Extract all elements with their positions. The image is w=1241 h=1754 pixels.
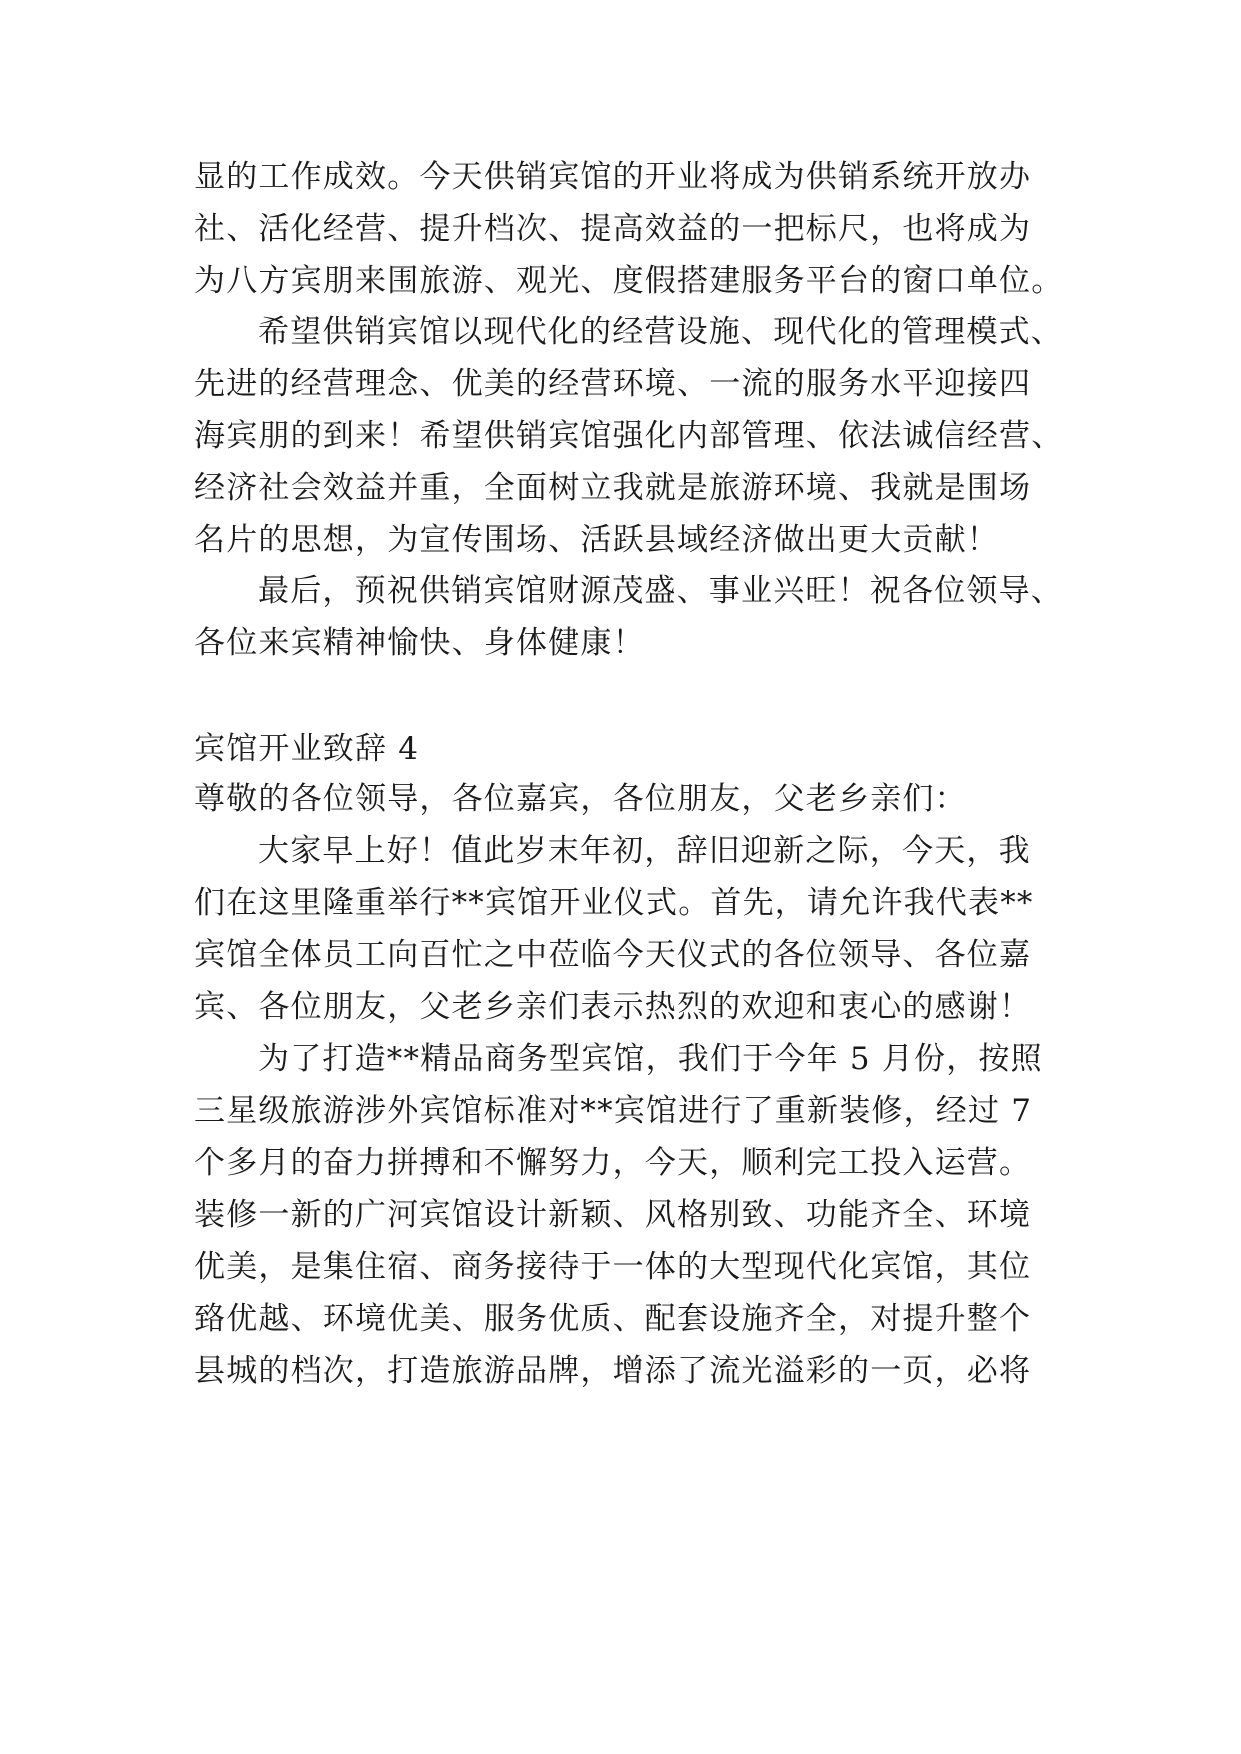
paragraph-line: 个多月的奋力拼搏和不懈努力，今天，顺利完工投入运营。	[194, 1145, 1032, 1181]
paragraph-line: 最后，预祝供销宾馆财源茂盛、事业兴旺！祝各位领导、	[258, 573, 1063, 609]
paragraph-line: 装修一新的广河宾馆设计新颖、风格别致、功能齐全、环境	[194, 1197, 1032, 1233]
paragraph-line: 县城的档次，打造旅游品牌，增添了流光溢彩的一页，必将	[194, 1353, 1032, 1389]
paragraph-line: 显的工作成效。今天供销宾馆的开业将成为供销系统开放办	[194, 159, 1032, 195]
paragraph-line: 海宾朋的到来！希望供销宾馆强化内部管理、依法诚信经营、	[194, 418, 1064, 454]
paragraph-line: 为了打造**精品商务型宾馆，我们于今年 5 月份，按照	[258, 1041, 1043, 1077]
salutation: 尊敬的各位领导，各位嘉宾，各位朋友，父老乡亲们：	[194, 781, 967, 817]
paragraph-line: 三星级旅游涉外宾馆标准对**宾馆进行了重新装修，经过 7	[194, 1093, 1033, 1129]
paragraph-line: 希望供销宾馆以现代化的经营设施、现代化的管理模式、	[258, 314, 1063, 350]
paragraph-line: 各位来宾精神愉快、身体健康！	[194, 625, 645, 661]
paragraph-line: 经济社会效益并重，全面树立我就是旅游环境、我就是围场	[194, 470, 1032, 506]
paragraph-line: 们在这里隆重举行**宾馆开业仪式。首先，请允许我代表**	[194, 885, 1034, 921]
paragraph-line: 为八方宾朋来围旅游、观光、度假搭建服务平台的窗口单位。	[194, 263, 1064, 299]
paragraph-line: 大家早上好！值此岁末年初，辞旧迎新之际，今天，我	[258, 833, 1031, 869]
paragraph-line: 社、活化经营、提升档次、提高效益的一把标尺，也将成为	[194, 211, 1032, 247]
paragraph-line: 先进的经营理念、优美的经营环境、一流的服务水平迎接四	[194, 366, 1032, 402]
paragraph-line: 名片的思想，为宣传围场、活跃县域经济做出更大贡献！	[194, 522, 999, 558]
paragraph-line: 臵优越、环境优美、服务优质、配套设施齐全，对提升整个	[194, 1301, 1032, 1337]
paragraph-line: 宾馆全体员工向百忙之中莅临今天仪式的各位领导、各位嘉	[194, 937, 1032, 973]
section-title: 宾馆开业致辞 4	[194, 731, 420, 767]
paragraph-line: 优美，是集住宿、商务接待于一体的大型现代化宾馆，其位	[194, 1249, 1032, 1285]
paragraph-line: 宾、各位朋友，父老乡亲们表示热烈的欢迎和衷心的感谢！	[194, 989, 1032, 1025]
